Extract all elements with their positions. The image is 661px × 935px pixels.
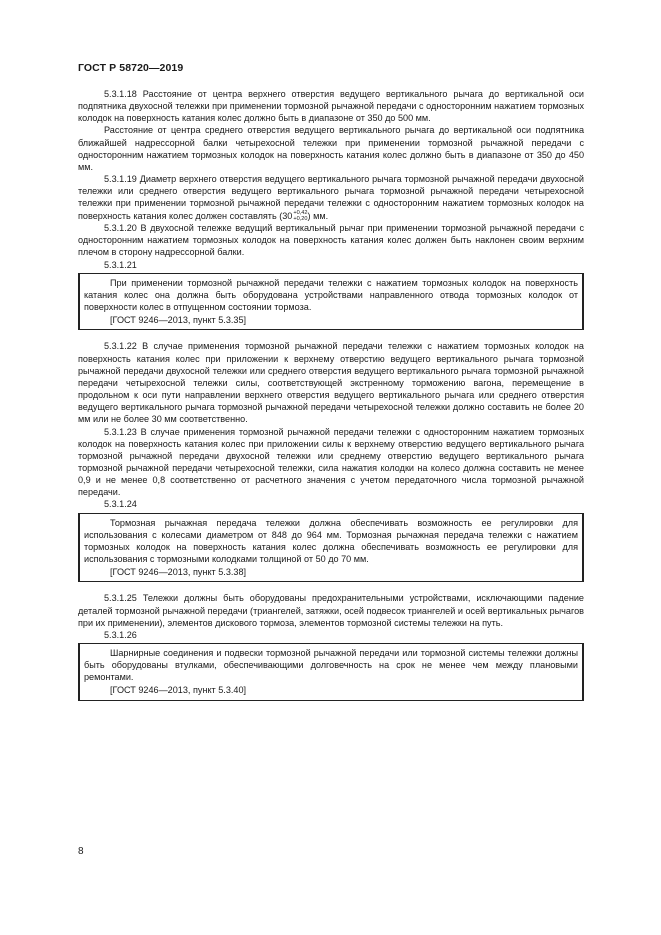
document-body — [78, 88, 584, 701]
box1-reference: [ГОСТ 9246—2013, пункт 5.3.35] — [110, 315, 247, 326]
paragraph-distance-four-axle: Расстояние от центра среднего отверстия ведущего вертикального рычага до вертикальной оси подпятника ближайшей надрессорной балки четырехосной тележки при применении тормозной рычажной передачи с односторонним нажатием тормозных колодок на поверхность катания колес должно быть в диапазоне от 350 до 450 мм. — [78, 125, 584, 172]
box2-text: Тормозная рычажная передача тележки должна обеспечивать возможность ее регулировки для использования с колесами диаметром от 848 до 964 мм. Тормозная рычажная передача тележки с нажатием тормозных колодок на поверхность катания колес должна обеспечивать возможность ее регулировки для использования с тормозными колодками толщиной от 50 до 70 мм. — [84, 517, 578, 565]
paragraph-5-3-1-19-text: 5.3.1.19 Диаметр верхнего отверстия ведущего вертикального рычага тормозной рычажной передачи двухосной тележки или среднего отверстия ведущего вертикального рычага тормозной рычажной передачи четырехосной тележки при применении тормозной рычажной передачи тележки с односторонним нажатием тормозных колодок на поверхность катания колес должен составлять (30 — [78, 174, 584, 221]
paragraph-5-3-1-23: 5.3.1.23 В случае применения тормозной рычажной передачи тележки с односторонним нажатием тормозных колодок на поверхность катания колес при приложении силы к верхнему отверстию ведущего вертикального рычага тормозной рычажной передачи двухосной тележки или среднему отверстию ведущего вертикального рычага тормозной рычажной передачи четырехосной тележки, сила нажатия колодки на колесо должна составить не менее 0,9 и не менее 0,8 соответственно от расчетного значения с учетом передаточного числа тормозной рычажной передачи. — [78, 426, 584, 498]
paragraph-5-3-1-25: 5.3.1.25 Тележки должны быть оборудованы предохранительными устройствами, исключающими падение деталей тормозной рычажной передачи (триангелей, затяжки, осей подвесок триангелей и осей вертикальных рычагов при их применении), элементов дискового тормоза, элементов тормозной системы тележки на путь. — [78, 593, 584, 628]
document-header: ГОСТ Р 58720—2019 — [78, 62, 184, 74]
quoted-requirement-box-3 — [78, 643, 584, 701]
page-number: 8 — [78, 846, 84, 857]
tolerance-upper: +0,42 — [293, 210, 308, 217]
box3-reference: [ГОСТ 9246—2013, пункт 5.3.40] — [110, 685, 247, 696]
quoted-requirement-box-2 — [78, 513, 584, 583]
paragraph-5-3-1-18: 5.3.1.18 Расстояние от центра верхнего отверстия ведущего вертикального рычага до вертикальной оси подпятника двухосной тележки при применении тормозной рычажной передачи с односторонним нажатием тормозных колодок на поверхность катания колес должно быть в диапазоне от 350 до 500 мм. — [78, 89, 584, 124]
box3-text: Шарнирные соединения и подвески тормозной рычажной передачи или тормозной системы тележки должны быть оборудованы втулками, обеспечивающими долговечность на срок не менее чем между плановыми ремонтами. — [84, 648, 578, 683]
box1-text: При применении тормозной рычажной передачи тележки с нажатием тормозных колодок на поверхность катания колес она должна быть оборудована устройствами направленного отвода тормозных колодок от поверхности колес в отпущенном состоянии тормоза. — [84, 277, 578, 313]
box3-label: 5.3.1.26 — [104, 629, 137, 640]
box1-label: 5.3.1.21 — [104, 259, 137, 270]
tolerance-fraction — [293, 210, 307, 222]
paragraph-5-3-1-22: 5.3.1.22 В случае применения тормозной рычажной передачи тележки с нажатием тормозных колодок на поверхность катания колес при приложении к верхнему отверстию ведущего вертикального рычага тормозной рычажной передачи двухосной тележки или среднего отверстия ведущего вертикального рычага тормозной рычажной передачи четырехосной тележки силы, соответствующей экстренному торможению вагона, перемещение в продольном к оси пути направлении верхнего отверстия ведущего вертикального рычага или среднего отверстия ведущего вертикального рычага тормозной рычажной передачи четырехосной тележки должно составить не более 20 мм или не более 30 мм соответственно. — [78, 341, 584, 425]
quoted-requirement-box-1 — [78, 273, 584, 331]
tolerance-lower: +0,20 — [293, 216, 308, 223]
box2-reference: [ГОСТ 9246—2013, пункт 5.3.38] — [110, 567, 247, 578]
paragraph-5-3-1-19 — [78, 173, 584, 222]
paragraph-5-3-1-20: 5.3.1.20 В двухосной тележке ведущий вертикальный рычаг при применении тормозной рычажной передачи с односторонним нажатием тормозных колодок на поверхность катания колес должен быть наклонен своим верхним плечом в сторону надрессорной балки. — [78, 223, 584, 258]
paragraph-5-3-1-19-tail: ) мм. — [307, 210, 329, 221]
box2-label: 5.3.1.24 — [104, 499, 137, 510]
